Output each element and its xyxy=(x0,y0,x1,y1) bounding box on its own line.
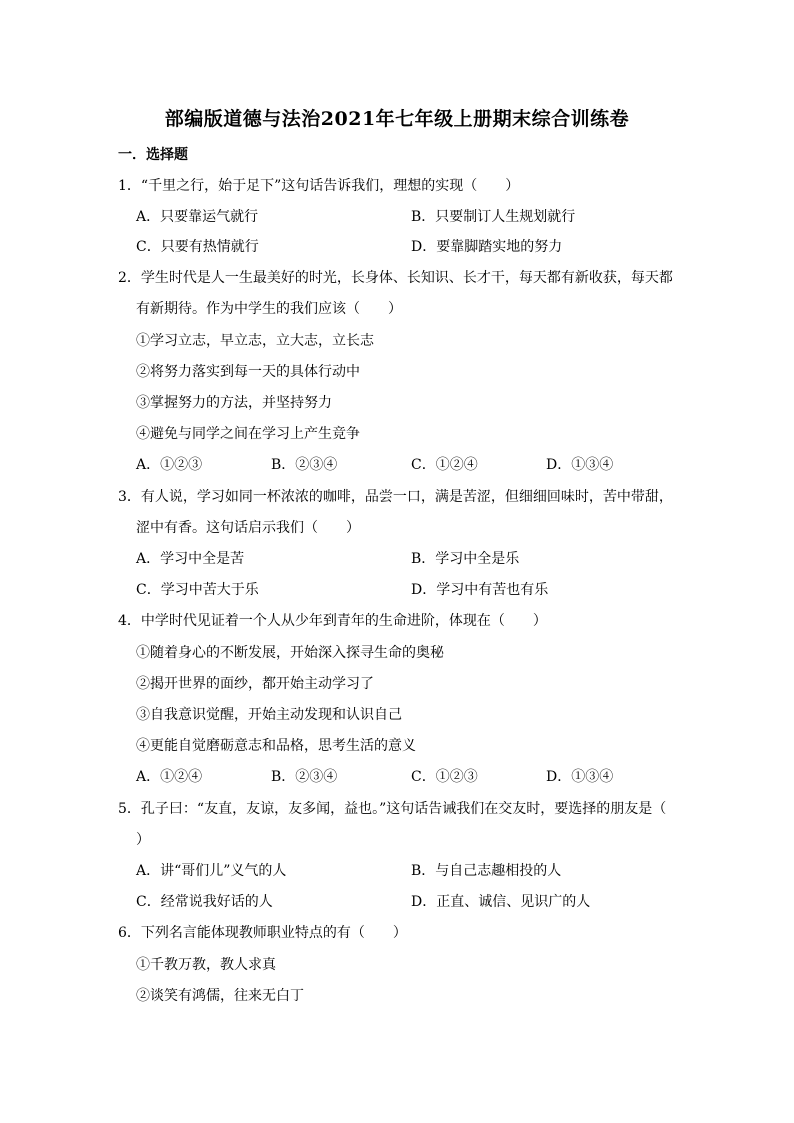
q5-option-b: B．与自己志趣相投的人 xyxy=(411,863,562,879)
q3-option-a: A．学习中全是苦 xyxy=(136,551,245,567)
exam-title: 部编版道德与法治2021年七年级上册期末综合训练卷 xyxy=(164,108,630,130)
q3-option-b: B．学习中全是乐 xyxy=(411,551,520,567)
q1-option-c: C．只要有热情就行 xyxy=(136,239,259,255)
section-heading: 一．选择题 xyxy=(118,147,188,163)
q1-option-d: D．要靠脚踏实地的努力 xyxy=(411,239,563,255)
q6-stem: 6．下列名言能体现教师职业特点的有（ ） xyxy=(118,925,407,941)
q2-statement-4: ④避免与同学之间在学习上产生竞争 xyxy=(136,426,360,442)
q3-option-d: D．学习中有苦也有乐 xyxy=(411,582,549,598)
q2-option-d: D．①③④ xyxy=(546,457,614,473)
q5-option-a: A．讲“哥们儿”义气的人 xyxy=(136,863,287,879)
q1-option-b: B．只要制订人生规划就行 xyxy=(411,209,576,225)
q4-option-c: C．①②③ xyxy=(411,769,478,785)
q4-option-b: B．②③④ xyxy=(271,769,338,785)
q2-option-c: C．①②④ xyxy=(411,457,478,473)
q5-option-c: C．经常说我好话的人 xyxy=(136,894,273,910)
q2-option-b: B．②③④ xyxy=(271,457,338,473)
q1-option-a: A．只要靠运气就行 xyxy=(136,209,259,225)
q4-stem: 4．中学时代见证着一个人从少年到青年的生命进阶，体现在（ ） xyxy=(118,613,547,629)
q5-stem-line1: 5．孔子曰：“友直，友谅，友多闻，益也。”这句话告诫我们在交友时，要选择的朋友是（ xyxy=(118,801,667,817)
q3-stem-line2: 涩中有香。这句话启示我们（ ） xyxy=(136,520,360,536)
q3-stem-line1: 3．有人说，学习如同一杯浓浓的咖啡，品尝一口，满是苦涩，但细细回味时，苦中带甜， xyxy=(118,489,673,505)
q6-statement-1: ①千教万教，教人求真 xyxy=(136,957,276,973)
q4-statement-2: ②揭开世界的面纱，都开始主动学习了 xyxy=(136,676,374,692)
q4-statement-1: ①随着身心的不断发展，开始深入探寻生命的奥秘 xyxy=(136,645,444,661)
q4-option-d: D．①③④ xyxy=(546,769,614,785)
q4-option-a: A．①②④ xyxy=(136,769,203,785)
q2-statement-2: ②将努力落实到每一天的具体行动中 xyxy=(136,364,360,380)
q2-statement-3: ③掌握努力的方法，并坚持努力 xyxy=(136,395,332,411)
q4-statement-4: ④更能自觉磨砺意志和品格，思考生活的意义 xyxy=(136,738,416,754)
q3-option-c: C．学习中苦大于乐 xyxy=(136,582,259,598)
q4-statement-3: ③自我意识觉醒，开始主动发现和认识自己 xyxy=(136,707,402,723)
q1-stem: 1．“千里之行，始于足下”这句话告诉我们，理想的实现（ ） xyxy=(118,178,520,194)
q2-option-a: A．①②③ xyxy=(136,457,203,473)
q6-statement-2: ②谈笑有鸿儒，往来无白丁 xyxy=(136,988,304,1004)
q5-stem-line2: ） xyxy=(136,832,150,848)
q2-stem-line2: 有新期待。作为中学生的我们应该（ ） xyxy=(136,301,402,317)
q2-stem-line1: 2．学生时代是人一生最美好的时光，长身体、长知识、长才干，每天都有新收获，每天都 xyxy=(118,270,673,286)
q2-statement-1: ①学习立志，早立志，立大志，立长志 xyxy=(136,333,374,349)
q5-option-d: D．正直、诚信、见识广的人 xyxy=(411,894,591,910)
